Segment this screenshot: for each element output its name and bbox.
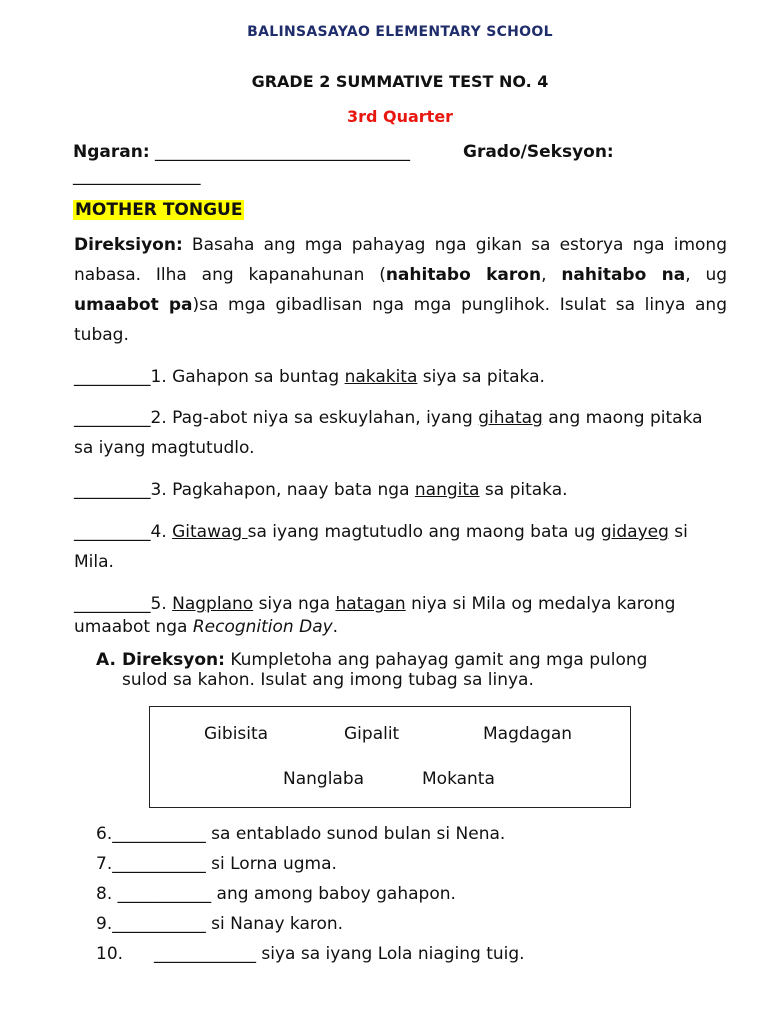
- section-letter: A.: [96, 650, 116, 670]
- answer-blank: _________: [74, 594, 151, 614]
- list-item: [74, 593, 727, 639]
- item-text: sa entablado sunod bulan si Nena.: [205, 824, 506, 844]
- section-a-text: Kumpletoha ang pahayag gamit ang mga pulong sulod sa kahon. Isulat ang imong tubag sa linya.: [122, 650, 648, 690]
- list-item-10-body: [154, 944, 525, 964]
- list-item: [74, 403, 727, 463]
- word-box: [149, 706, 631, 808]
- underlined-verb: Gitawag: [172, 522, 248, 542]
- item-text: sa iyang magtutudlo ang maong bata ug: [247, 522, 601, 542]
- item-text: 1. Gahapon sa buntag: [150, 367, 345, 387]
- section-a-directions: [122, 650, 692, 690]
- word-choice: Gipalit: [344, 724, 400, 744]
- underlined-verb: hatagan: [335, 594, 406, 614]
- answer-blank: _________: [74, 480, 151, 500]
- list-item: [96, 884, 456, 904]
- item-text: siya nga: [253, 594, 336, 614]
- directions-label: Direksiyon:: [74, 235, 183, 255]
- item-text: 2. Pag-abot niya sa eskuylahan, iyang: [150, 408, 479, 428]
- grade-blank: _______________: [73, 166, 201, 186]
- item-number: 8.: [96, 884, 118, 904]
- underlined-verb: Nagplano: [172, 594, 254, 614]
- underlined-verb: gihatag: [478, 408, 543, 428]
- name-label: Ngaran:: [73, 142, 150, 162]
- item-text: ang among baboy gahapon.: [211, 884, 456, 904]
- directions-paragraph: [74, 230, 727, 350]
- list-item: [96, 944, 123, 964]
- directions-text-b: )sa mga gibadlisan nga mga punglihok. Isulat sa linya ang tubag.: [74, 295, 727, 345]
- directions-text-a: Basaha ang mga pahayag nga gikan sa estorya nga imong nabasa. Ilha ang kapanahunan (: [74, 235, 727, 285]
- answer-blank: _________: [74, 408, 151, 428]
- word-choice: Nanglaba: [283, 769, 365, 789]
- item-text: siya sa iyang Lola niaging tuig.: [256, 944, 525, 964]
- name-blank: ______________________________: [155, 142, 411, 162]
- underlined-verb: nakakita: [344, 367, 418, 387]
- underlined-verb: nangita: [414, 480, 480, 500]
- option-future: umaabot pa: [74, 295, 193, 315]
- item-text: si Nanay karon.: [205, 914, 344, 934]
- item-text: .: [332, 617, 339, 637]
- list-item: [96, 914, 343, 934]
- answer-blank: ___________: [112, 854, 206, 874]
- item-number: 9.: [96, 914, 113, 934]
- directions-sep1: ,: [541, 265, 562, 285]
- item-text: 5.: [150, 594, 173, 614]
- name-row: [73, 142, 410, 162]
- answer-blank: _________: [74, 522, 151, 542]
- subject-heading: MOTHER TONGUE: [75, 200, 243, 220]
- grade-row: [463, 142, 614, 162]
- item-text: 3. Pagkahapon, naay bata nga: [150, 480, 415, 500]
- word-choice: Magdagan: [483, 724, 573, 744]
- answer-blank: ____________: [154, 944, 256, 964]
- answer-blank: ___________: [112, 914, 206, 934]
- item-text: si Lorna ugma.: [205, 854, 337, 874]
- option-past: nahitabo na: [561, 265, 686, 285]
- list-item: [96, 854, 337, 874]
- list-item: [74, 362, 727, 392]
- word-choice: Gibisita: [204, 724, 269, 744]
- item-text: siya sa pitaka.: [417, 367, 545, 387]
- item-text: niya si Mila og medalya karong umaabot nga: [74, 594, 676, 637]
- section-a-label: Direksyon:: [122, 650, 225, 670]
- quarter-label: 3rd Quarter: [346, 107, 454, 126]
- item-text: sa pitaka.: [479, 480, 568, 500]
- grade-label: Grado/Seksyon:: [463, 142, 614, 162]
- item-number: 7.: [96, 854, 113, 874]
- answer-blank: ___________: [117, 884, 212, 904]
- list-item: [74, 475, 727, 505]
- school-name: BALINSASAYAO ELEMENTARY SCHOOL: [247, 24, 553, 40]
- list-item: [96, 824, 505, 844]
- word-choice: Mokanta: [422, 769, 495, 789]
- item-text: 4.: [150, 522, 173, 542]
- item-text: si Mila.: [74, 522, 688, 572]
- list-item: [74, 517, 727, 577]
- answer-blank: _________: [74, 367, 151, 387]
- item-number: 10.: [96, 944, 124, 964]
- italic-term: Recognition Day: [192, 617, 333, 637]
- answer-blank: ___________: [112, 824, 206, 844]
- test-title: GRADE 2 SUMMATIVE TEST NO. 4: [251, 72, 549, 91]
- item-number: 6.: [96, 824, 113, 844]
- directions-sep2: , ug: [685, 265, 728, 285]
- underlined-verb: gidayeg: [600, 522, 669, 542]
- option-present: nahitabo karon: [385, 265, 542, 285]
- item-text: ang maong pitaka sa iyang magtutudlo.: [74, 408, 703, 458]
